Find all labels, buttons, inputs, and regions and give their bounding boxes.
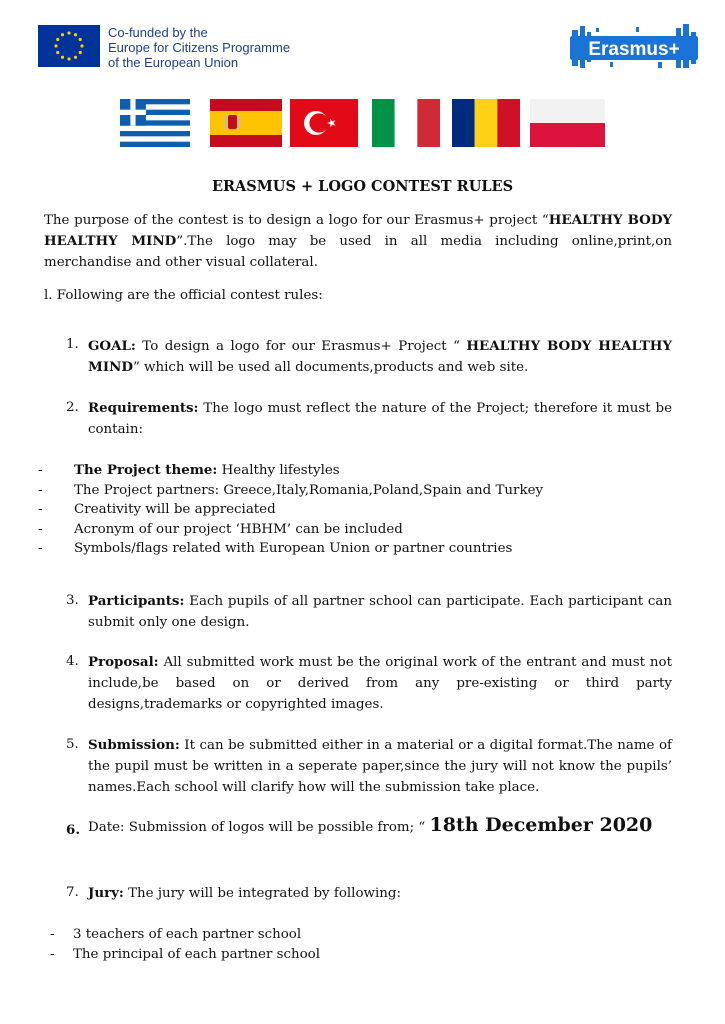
eu-star-icon bbox=[56, 51, 59, 54]
list-item-text: 3 teachers of each partner school bbox=[73, 927, 302, 942]
list-item: - The principal of each partner school bbox=[50, 944, 650, 964]
list-item-text: Symbols/flags related with European Union or partner countries bbox=[74, 541, 513, 557]
list-item: - 3 teachers of each partner school bbox=[50, 924, 650, 944]
cofund-line: of the European Union bbox=[108, 55, 239, 70]
rule-number: 7. bbox=[66, 885, 79, 900]
rule-label: Submission: bbox=[88, 737, 180, 753]
spain-flag-icon bbox=[210, 99, 282, 147]
rule-date bbox=[88, 815, 688, 838]
rule-submission bbox=[88, 735, 672, 798]
submission-date: 18th December 2020 bbox=[429, 814, 653, 836]
rule-text: ” which will be used all documents,products and web site. bbox=[132, 360, 529, 375]
cofund-text bbox=[108, 25, 290, 70]
turkey-flag-icon bbox=[290, 99, 358, 147]
romania-flag-icon bbox=[452, 99, 520, 147]
intro-text-2: ”.The logo may be used in all media including online,print,on merchandise and other visual collateral. bbox=[44, 234, 672, 270]
eu-star-icon bbox=[61, 56, 64, 59]
list-item: - The Project partners: Greece,Italy,Romania,Poland,Spain and Turkey bbox=[38, 480, 678, 500]
rule-participants bbox=[88, 591, 672, 633]
cofund-line: Europe for Citizens Programme bbox=[108, 40, 291, 55]
list-item-text: The Project partners: Greece,Italy,Romania,Poland,Spain and Turkey bbox=[74, 482, 544, 498]
rule-label: Jury: bbox=[88, 885, 124, 901]
list-item-label: The Project theme: bbox=[74, 462, 218, 478]
italy-flag-icon bbox=[372, 99, 440, 147]
eu-star-icon bbox=[79, 51, 82, 54]
list-item: - The Project theme: Healthy lifestyles bbox=[38, 462, 340, 478]
poland-flag-icon bbox=[530, 99, 605, 147]
rule-text: Date: Submission of logos will be possible from; “ bbox=[88, 820, 430, 835]
rule-label: Requirements: bbox=[88, 400, 199, 416]
page-title: ERASMUS + LOGO CONTEST RULES bbox=[211, 178, 514, 195]
eu-star-icon bbox=[74, 33, 77, 36]
rule-number: 6. bbox=[66, 822, 80, 838]
rule-text: It can be submitted either in a material or a digital format.The name of the pupil must be written in a seperate paper,since the jury will not know the pupils’ names.Each school will clarify how will the submission take place. bbox=[88, 738, 672, 795]
erasmus-logo-text: Erasmus+ bbox=[588, 39, 680, 60]
intro-text: The purpose of the contest is to design a logo for our Erasmus+ project “ bbox=[44, 213, 549, 228]
cofund-line: Co-funded by the bbox=[108, 25, 208, 40]
rule-text: To design a logo for our Erasmus+ Project “ bbox=[135, 339, 467, 354]
rule-proposal bbox=[88, 652, 672, 715]
list-item: - Symbols/flags related with European Union or partner countries bbox=[38, 538, 678, 558]
list-item-text: Creativity will be appreciated bbox=[74, 502, 276, 518]
rule-text: The logo must reflect the nature of the Project; therefore it must be contain: bbox=[88, 401, 672, 437]
list-item-text: Healthy lifestyles bbox=[217, 463, 340, 478]
rule-label: Participants: bbox=[88, 593, 185, 609]
list-item: - Acronym of our project ‘HBHM’ can be included bbox=[38, 519, 678, 539]
rule-number: 4. bbox=[66, 654, 79, 669]
rule-number: 1. bbox=[66, 337, 79, 352]
eu-star-icon bbox=[67, 31, 70, 34]
eu-star-icon bbox=[54, 44, 57, 47]
rule-text: The jury will be integrated by following: bbox=[123, 886, 401, 901]
rule-text: All submitted work must be the original work of the entrant and must not include,be based on or derived from any pre-existing or third party designs,trademarks or copyrighted images. bbox=[88, 655, 672, 712]
requirements-list bbox=[38, 460, 678, 558]
list-item: - Creativity will be appreciated bbox=[38, 499, 678, 519]
intro-paragraph bbox=[44, 210, 672, 273]
rule-label: GOAL: bbox=[88, 338, 136, 354]
rule-goal bbox=[88, 336, 672, 378]
rule-jury bbox=[88, 883, 401, 904]
rule-text: Each pupils of all partner school can participate. Each participant can submit only one design. bbox=[88, 594, 672, 630]
list-item-text: Acronym of our project ‘HBHM’ can be included bbox=[74, 521, 403, 537]
eu-star-icon bbox=[74, 56, 77, 59]
jury-list bbox=[50, 924, 650, 964]
project-name: HEALTHY BODY HEALTHY MIND bbox=[88, 338, 673, 375]
rule-number: 5. bbox=[66, 737, 79, 752]
eu-star-icon bbox=[56, 38, 59, 41]
rule-number: 2. bbox=[66, 400, 79, 415]
eu-flag-icon bbox=[38, 25, 100, 67]
list-item-text: The principal of each partner school bbox=[73, 947, 321, 962]
eu-star-icon bbox=[67, 57, 70, 60]
eu-star-icon bbox=[80, 44, 83, 47]
rule-number: 3. bbox=[66, 593, 79, 608]
greece-flag-icon bbox=[120, 99, 190, 147]
eu-star-icon bbox=[79, 38, 82, 41]
rule-requirements bbox=[88, 398, 672, 440]
rules-intro: l. Following are the official contest rules: bbox=[44, 288, 323, 303]
project-name: HEALTHY BODY HEALTHY MIND bbox=[44, 212, 673, 249]
eu-star-icon bbox=[61, 33, 64, 36]
rule-label: Proposal: bbox=[88, 654, 159, 670]
erasmus-plus-logo bbox=[566, 22, 702, 74]
